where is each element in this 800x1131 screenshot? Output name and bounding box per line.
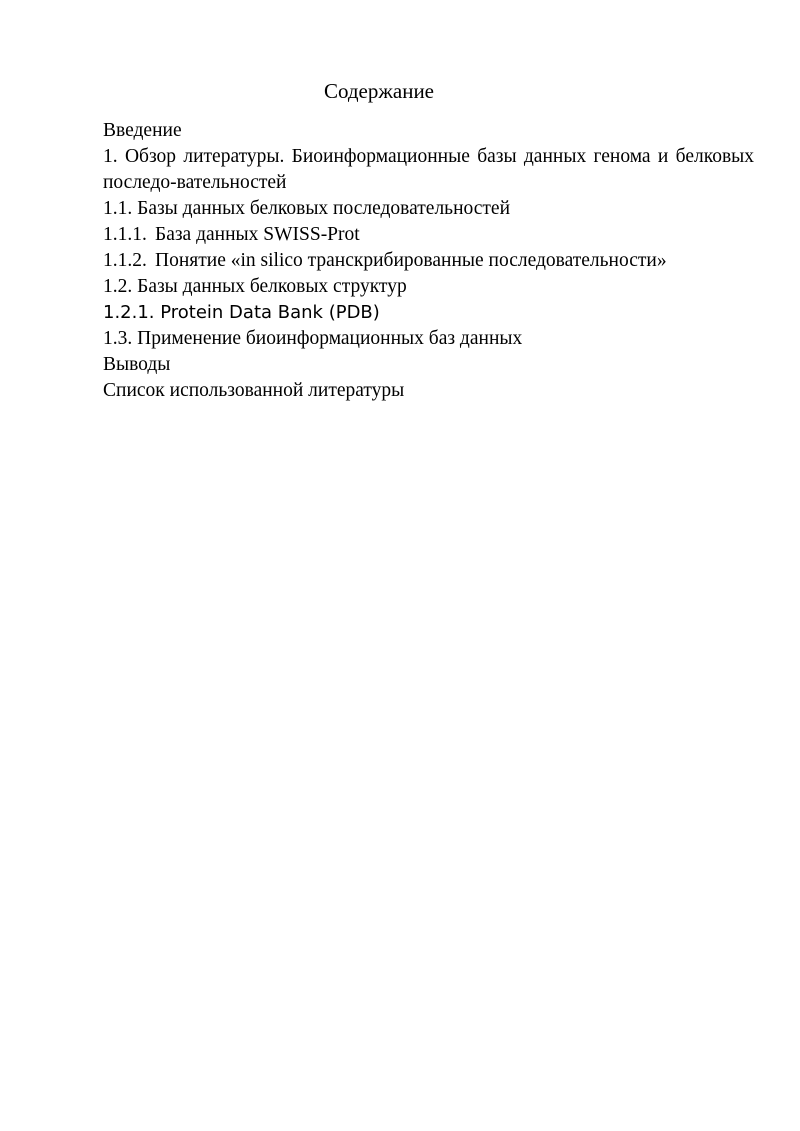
toc-item-label: База данных SWISS-Prot: [155, 224, 360, 245]
toc-item-protein-structure-databases: 1.2. Базы данных белковых структур: [103, 276, 407, 297]
toc-item-references: Список использованной литературы: [103, 380, 405, 401]
toc-item-protein-sequence-databases: 1.1. Базы данных белковых последовательностей: [103, 198, 511, 219]
page-title: Содержание: [323, 79, 435, 103]
toc-item-applications: 1.3. Применение биоинформационных баз данных: [103, 328, 523, 349]
toc-item-number: 1.1.2.: [103, 250, 147, 271]
toc-item-introduction: Введение: [103, 120, 182, 141]
table-of-contents: [103, 118, 754, 404]
toc-item-swiss-prot: [103, 222, 754, 248]
toc-item-label: Понятие «in silico транскрибированные последовательности»: [155, 250, 667, 271]
toc-item-pdb: 1.2.1. Protein Data Bank (PDB): [103, 302, 380, 323]
toc-item-literature-review: 1. Обзор литературы. Биоинформационные базы данных генома и белковых последо-вательностей: [103, 146, 754, 193]
toc-item-conclusions: Выводы: [103, 354, 171, 375]
toc-item-in-silico: [103, 248, 754, 274]
toc-item-number: 1.1.1.: [103, 224, 147, 245]
